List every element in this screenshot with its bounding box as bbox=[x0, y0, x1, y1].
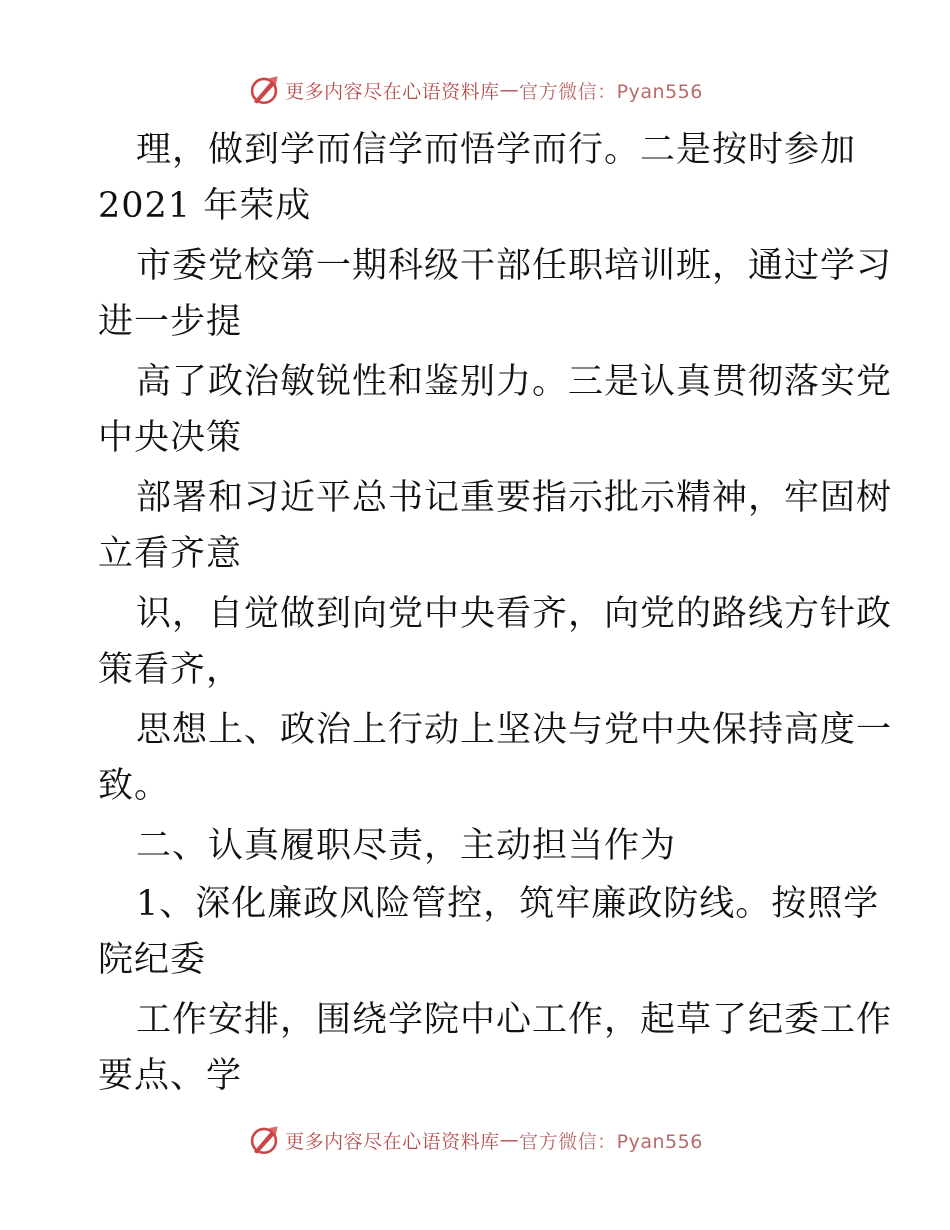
paragraph-line: 工作安排，围绕学院中心工作，起草了纪委工作 bbox=[136, 1000, 893, 1040]
paragraph-line: 思想上、政治上行动上坚决与党中央保持高度一 bbox=[136, 710, 893, 750]
watermark-brand: 更多内容尽在心语资料库 bbox=[285, 80, 500, 103]
paragraph-line: 市委党校第一期科级干部任职培训班，通过学习 bbox=[136, 246, 893, 286]
paragraph-line: 2021 年荣成 bbox=[98, 186, 312, 226]
footer-watermark bbox=[0, 1120, 950, 1160]
paragraph-line: 高了政治敏锐性和鉴别力。三是认真贯彻落实党 bbox=[136, 362, 893, 402]
paragraph-line: 立看齐意 bbox=[98, 534, 243, 574]
paragraph-line: 致。 bbox=[98, 766, 171, 806]
paragraph-line: 中央决策 bbox=[98, 418, 243, 458]
quill-logo-icon bbox=[247, 73, 281, 107]
paragraph-line: 要点、学 bbox=[98, 1056, 243, 1096]
paragraph-line: 识，自觉做到向党中央看齐，向党的路线方针政 bbox=[136, 594, 893, 634]
paragraph-line: 1、深化廉政风险管控，筑牢廉政防线。按照学 bbox=[136, 884, 880, 924]
paragraph-line: 进一步提 bbox=[98, 302, 243, 342]
header-watermark bbox=[0, 70, 950, 110]
watermark-separator: — bbox=[499, 79, 520, 101]
section-heading: 二、认真履职尽责，主动担当作为 bbox=[136, 826, 677, 866]
watermark-contact: 官方微信：Pyan556 bbox=[519, 1130, 703, 1153]
paragraph-line: 理，做到学而信学而悟学而行。二是按时参加 bbox=[136, 130, 857, 170]
watermark-brand: 更多内容尽在心语资料库 bbox=[285, 1130, 500, 1153]
watermark-separator: — bbox=[499, 1129, 520, 1151]
paragraph-line: 部署和习近平总书记重要指示批示精神，牢固树 bbox=[136, 478, 893, 518]
quill-logo-icon bbox=[247, 1123, 281, 1157]
paragraph-line: 院纪委 bbox=[98, 940, 207, 980]
watermark-contact: 官方微信：Pyan556 bbox=[519, 80, 703, 103]
paragraph-line: 策看齐， bbox=[98, 650, 243, 690]
